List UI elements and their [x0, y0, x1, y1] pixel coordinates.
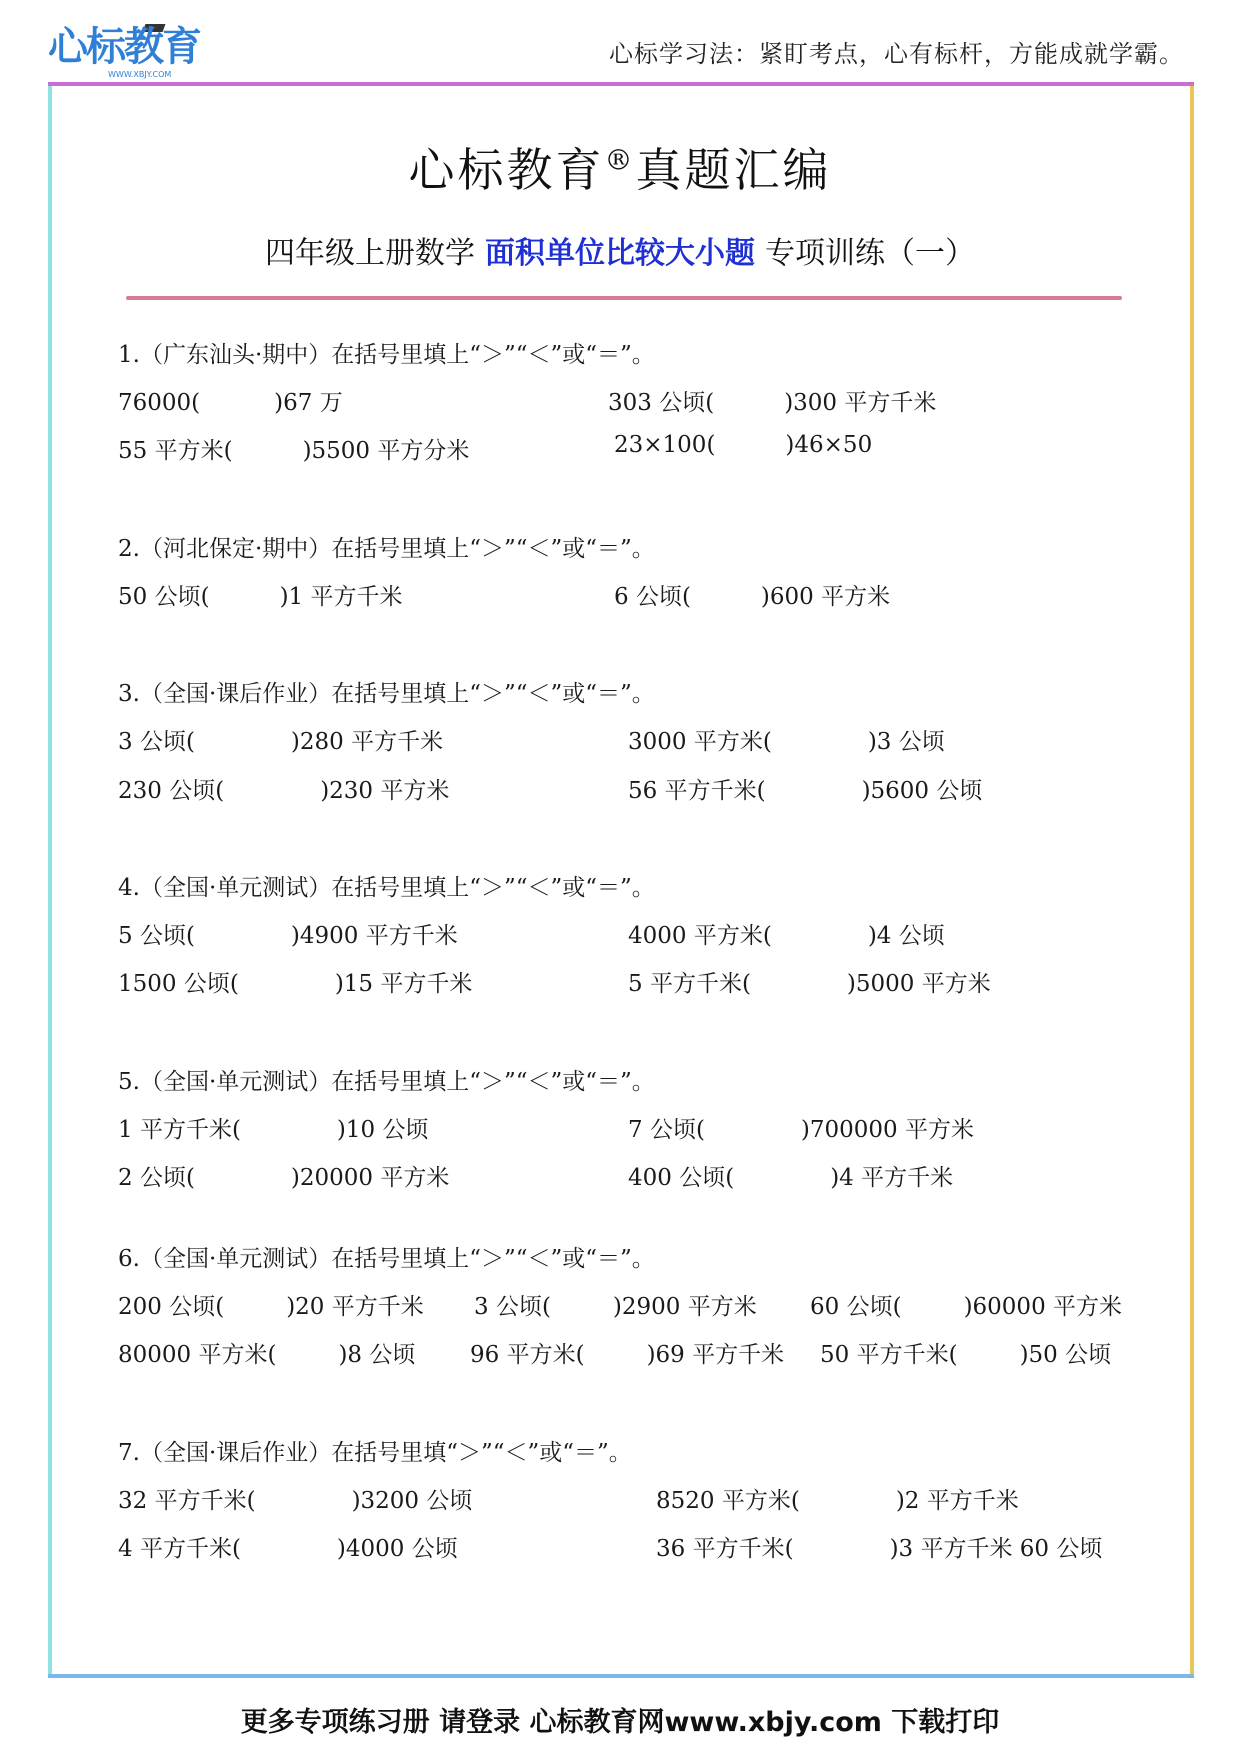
question-1-item-2: 303 公顷( )300 平方千米 [608, 390, 937, 416]
question-2-item-2: 6 公顷( )600 平方米 [614, 584, 891, 610]
question-5-item-4: 400 公顷( )4 平方千米 [628, 1165, 954, 1191]
question-1-heading: 1.（广东汕头·期中）在括号里填上“＞”“＜”或“＝”。 [118, 342, 655, 368]
question-2-item-1: 50 公顷( )1 平方千米 [118, 584, 403, 610]
question-1-item-4: 23×100( )46×50 [614, 432, 873, 458]
question-7-item-3: 4 平方千米( )4000 公顷 [118, 1536, 458, 1562]
question-6-heading: 6.（全国·单元测试）在括号里填上“＞”“＜”或“＝”。 [118, 1246, 655, 1272]
question-7-item-2: 8520 平方米( )2 平方千米 [656, 1488, 1019, 1514]
footer-text: 更多专项练习册 请登录 心标教育网www.xbjy.com 下载打印 [240, 1707, 1000, 1738]
question-5-item-3: 2 公顷( )20000 平方米 [118, 1165, 450, 1191]
question-6-item-3: 60 公顷( )60000 平方米 [810, 1294, 1123, 1320]
page-title [0, 134, 1240, 200]
logo-text: 心标教育 [48, 24, 200, 70]
question-5-item-1: 1 平方千米( )10 公顷 [118, 1117, 429, 1143]
question-4-item-2: 4000 平方米( )4 公顷 [628, 923, 945, 949]
question-7-heading: 7.（全国·课后作业）在括号里填“＞”“＜”或“＝”。 [118, 1440, 632, 1466]
bottom-border [48, 1674, 1194, 1678]
top-border [48, 82, 1194, 86]
question-6-item-5: 96 平方米( )69 平方千米 [470, 1342, 785, 1368]
subtitle-highlight: 面积单位比较大小题 [485, 236, 755, 271]
question-3-item-3: 230 公顷( )230 平方米 [118, 778, 450, 804]
left-border [48, 86, 52, 1676]
registered-mark: ® [604, 143, 636, 177]
question-5-heading: 5.（全国·单元测试）在括号里填上“＞”“＜”或“＝”。 [118, 1069, 655, 1095]
subtitle-suffix: 专项训练（一） [765, 236, 975, 271]
question-4-heading: 4.（全国·单元测试）在括号里填上“＞”“＜”或“＝”。 [118, 875, 655, 901]
question-7-item-1: 32 平方千米( )3200 公顷 [118, 1488, 473, 1514]
page-subtitle [0, 228, 1240, 272]
question-4-item-3: 1500 公顷( )15 平方千米 [118, 971, 473, 997]
title-divider [126, 296, 1122, 300]
question-6-item-1: 200 公顷( )20 平方千米 [118, 1294, 424, 1320]
question-2-heading: 2.（河北保定·期中）在括号里填上“＞”“＜”或“＝”。 [118, 536, 655, 562]
question-6-item-4: 80000 平方米( )8 公顷 [118, 1342, 416, 1368]
title-main: 心标教育 [408, 143, 605, 197]
brand-logo [48, 22, 208, 84]
question-3-item-2: 3000 平方米( )3 公顷 [628, 729, 945, 755]
question-6-item-2: 3 公顷( )2900 平方米 [474, 1294, 757, 1320]
question-6-item-6: 50 平方千米( )50 公顷 [820, 1342, 1112, 1368]
question-5-item-2: 7 公顷( )700000 平方米 [628, 1117, 975, 1143]
question-3-heading: 3.（全国·课后作业）在括号里填上“＞”“＜”或“＝”。 [118, 681, 655, 707]
question-4-item-4: 5 平方千米( )5000 平方米 [628, 971, 991, 997]
logo-url: WWW.XBJY.COM [108, 70, 172, 79]
question-3-item-1: 3 公顷( )280 平方千米 [118, 729, 444, 755]
question-7-item-4: 36 平方千米( )3 平方千米 60 公顷 [656, 1536, 1103, 1562]
header-motto: 心标学习法：紧盯考点，心有标杆，方能成就学霸。 [609, 40, 1184, 68]
subtitle-prefix: 四年级上册数学 [265, 236, 475, 271]
question-1-item-1: 76000( )67 万 [118, 390, 343, 416]
question-4-item-1: 5 公顷( )4900 平方千米 [118, 923, 458, 949]
question-3-item-4: 56 平方千米( )5600 公顷 [628, 778, 983, 804]
right-border [1190, 86, 1194, 1676]
question-1-item-3: 55 平方米( )5500 平方分米 [118, 438, 470, 464]
title-rest: 真题汇编 [635, 143, 832, 197]
